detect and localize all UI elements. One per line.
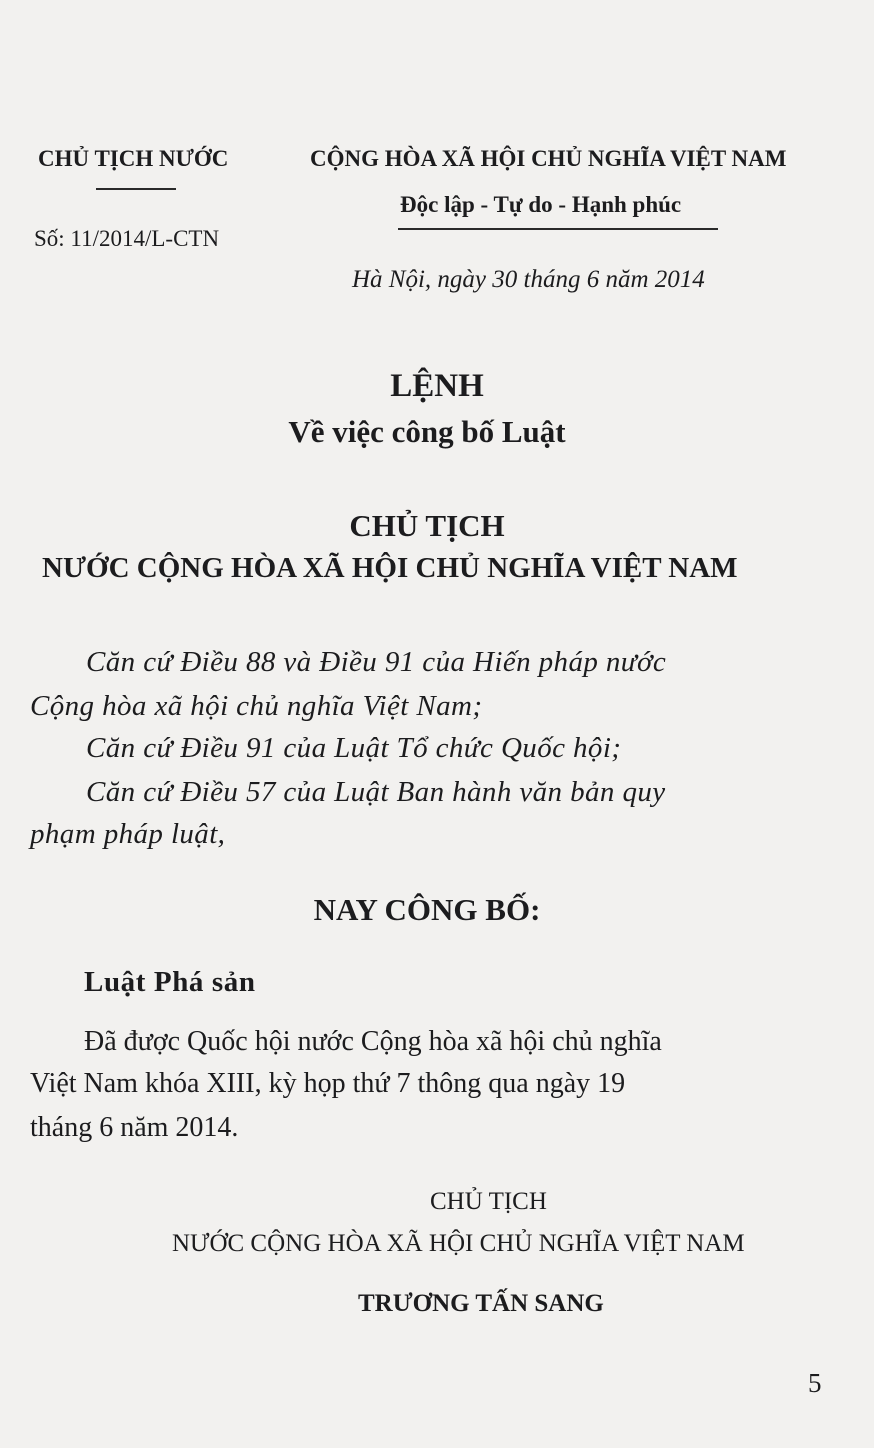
signer-name: TRƯƠNG TẤN SANG — [358, 1290, 604, 1317]
place-and-date: Hà Nội, ngày 30 tháng 6 năm 2014 — [352, 266, 705, 293]
issuer-underline — [96, 188, 176, 190]
passage-text-line-1: Đã được Quốc hội nước Cộng hòa xã hội chủ nghĩa — [84, 1026, 662, 1057]
passage-text-line-2: Việt Nam khóa XIII, kỳ họp thứ 7 thông qua ngày 19 — [30, 1068, 626, 1099]
signature-title-line-1: CHỦ TỊCH — [430, 1188, 547, 1215]
document-type-title: LỆNH — [390, 368, 484, 404]
legal-basis-1-line-1: Căn cứ Điều 88 và Điều 91 của Hiến pháp nước — [86, 646, 667, 678]
authority-line-2: NƯỚC CỘNG HÒA XÃ HỘI CHỦ NGHĨA VIỆT NAM — [42, 552, 738, 584]
law-title: Luật Phá sản — [84, 966, 256, 998]
proclamation-heading: NAY CÔNG BỐ: — [313, 892, 541, 927]
issuer-heading: CHỦ TỊCH NƯỚC — [38, 146, 229, 171]
authority-line-1: CHỦ TỊCH — [349, 508, 505, 543]
national-motto: Độc lập - Tự do - Hạnh phúc — [400, 192, 682, 217]
legal-basis-3-line-1: Căn cứ Điều 57 của Luật Ban hành văn bản quy — [86, 776, 666, 808]
signature-title-line-2: NƯỚC CỘNG HÒA XÃ HỘI CHỦ NGHĨA VIỆT NAM — [172, 1230, 745, 1257]
legal-basis-3-line-2: phạm pháp luật, — [30, 818, 226, 850]
legal-basis-1-line-2: Cộng hòa xã hội chủ nghĩa Việt Nam; — [30, 690, 483, 722]
nation-heading: CỘNG HÒA XÃ HỘI CHỦ NGHĨA VIỆT NAM — [310, 146, 787, 171]
document-subject: Về việc công bố Luật — [288, 414, 566, 449]
document-number: Số: 11/2014/L-CTN — [34, 226, 220, 251]
legal-basis-2: Căn cứ Điều 91 của Luật Tổ chức Quốc hội; — [86, 732, 622, 764]
page-number: 5 — [808, 1368, 822, 1398]
passage-text-line-3: tháng 6 năm 2014. — [30, 1112, 239, 1143]
motto-underline — [398, 228, 718, 230]
